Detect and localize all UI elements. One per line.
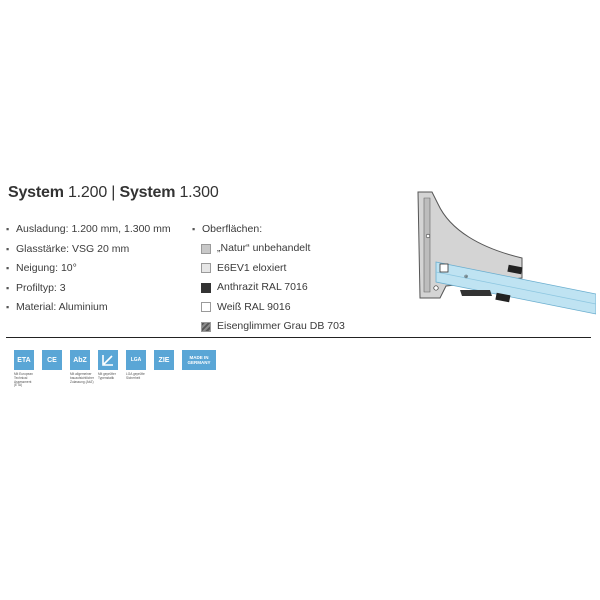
surface-label: E6EV1 eloxiert: [217, 261, 287, 274]
spec-neigung: ▪ Neigung: 10°: [6, 259, 171, 279]
section-divider: [6, 337, 591, 338]
surface-item: [201, 239, 345, 259]
spec-list: [6, 220, 171, 318]
swatch-eisenglimmer: [201, 322, 211, 332]
badge-made-in-germany: [182, 350, 216, 370]
surfaces-heading: ▪ Oberflächen:: [192, 220, 262, 240]
surface-item: [201, 317, 345, 337]
badge-caption: Mit geprüfter Typenstatik: [98, 372, 116, 380]
title-separator: |: [111, 184, 116, 201]
badge-caption: LGA geprüfte Sicherheit: [126, 372, 145, 380]
title-system-2: System: [119, 184, 176, 201]
swatch-weiss: [201, 302, 211, 312]
clamp-block: [440, 264, 448, 272]
swatch-eloxiert: [201, 263, 211, 273]
spec-profiltyp: ▪ Profiltyp: 3: [6, 279, 171, 299]
badge-type-test: [98, 350, 120, 381]
surface-label: „Natur“ unbehandelt: [217, 242, 311, 254]
badge-ce: [42, 350, 64, 370]
title-system-1: System: [8, 184, 64, 201]
lga-icon: LGA: [126, 350, 146, 370]
swatch-natur: [201, 244, 211, 254]
spec-glasstaerke: ▪ Glasstärke: VSG 20 mm: [6, 240, 171, 260]
ce-icon: CE: [42, 350, 62, 370]
profile-cross-section-drawing: [410, 186, 596, 320]
surface-item: [201, 259, 345, 279]
surface-label: Weiß RAL 9016: [217, 300, 291, 313]
screw-icon: [434, 286, 438, 290]
spec-material: ▪ Material: Aluminium: [6, 298, 171, 318]
title-number-1: 1.200: [67, 184, 108, 201]
badge-caption: Mit European Technical Assessment (ETA): [14, 372, 33, 388]
spec-ausladung: ▪ Ausladung: 1.200 mm, 1.300 mm: [6, 220, 171, 240]
made-in-germany-icon: MADE IN GERMANY: [182, 350, 216, 370]
profile-wall-plate: [424, 198, 430, 292]
svg-text:⊕: ⊕: [464, 274, 469, 280]
surface-item: [201, 298, 345, 318]
badge-caption: Mit allgemeiner bauaufsichtlicher Zulassung (AbZ): [70, 372, 94, 384]
badge-lga: [126, 350, 148, 381]
profile-insert: [460, 290, 492, 296]
type-test-icon: [98, 350, 118, 370]
swatch-anthrazit: [201, 283, 211, 293]
badge-abz: [70, 350, 92, 384]
eta-icon: ETA: [14, 350, 34, 370]
title-number-2: 1.300: [179, 184, 219, 201]
abz-icon: AbZ: [70, 350, 90, 370]
badge-eta: [14, 350, 36, 388]
page-title: [8, 184, 219, 202]
surface-label: Eisenglimmer Grau DB 703: [217, 320, 345, 332]
glas-icon: ZIE: [154, 350, 174, 370]
surface-item: [201, 278, 345, 298]
anchor-icon: [426, 234, 430, 238]
surface-label: Anthrazit RAL 7016: [217, 281, 308, 293]
surface-list: [201, 239, 345, 337]
badge-glas: [154, 350, 176, 370]
